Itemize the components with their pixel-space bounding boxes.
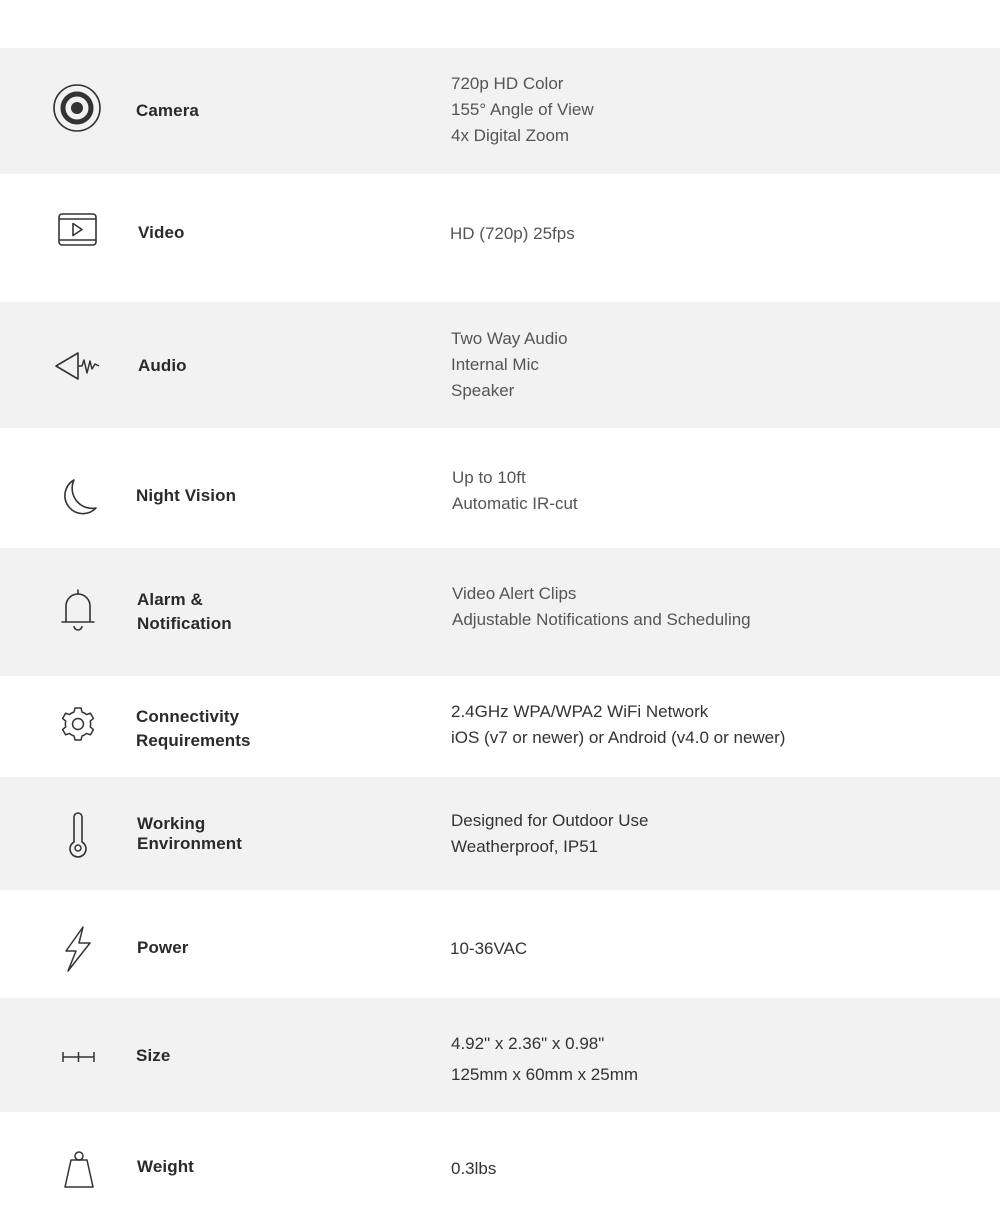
spec-value: iOS (v7 or newer) or Android (v4.0 or newer) <box>451 728 786 747</box>
spec-value: Two Way Audio <box>451 329 568 348</box>
weight-icon <box>52 1148 104 1200</box>
spec-row-size <box>0 998 1000 1112</box>
spec-value: Internal Mic <box>451 355 539 374</box>
camera-lens-icon <box>52 83 104 135</box>
spec-label: Camera <box>136 101 199 120</box>
spec-row-weight <box>0 1112 1000 1228</box>
spec-values <box>452 581 751 633</box>
spec-row-working-environment <box>0 777 1000 890</box>
spec-value: 4x Digital Zoom <box>451 126 570 145</box>
spec-label: Video <box>138 223 185 242</box>
spec-value: Adjustable Notifications and Scheduling <box>452 610 751 629</box>
spec-value: Automatic IR-cut <box>452 494 578 513</box>
spec-label: Working Environment <box>137 814 243 853</box>
spec-value: Up to 10ft <box>452 468 526 487</box>
spec-label: Alarm & Notification <box>137 590 232 633</box>
spec-value: Speaker <box>451 381 515 400</box>
spec-label: Size <box>136 1046 171 1065</box>
spec-value: 0.3lbs <box>451 1159 497 1178</box>
spec-row-video <box>0 174 1000 302</box>
spec-values <box>450 221 575 247</box>
spec-label: Weight <box>137 1157 194 1176</box>
video-play-icon <box>52 205 104 257</box>
spec-values <box>451 808 649 860</box>
spec-values <box>451 1156 496 1182</box>
spec-label: Night Vision <box>136 486 237 505</box>
spec-row-camera <box>0 48 1000 174</box>
spec-value: HD (720p) 25fps <box>450 224 575 243</box>
spec-values <box>450 936 527 962</box>
spec-row-alarm-notification <box>0 548 1000 676</box>
spec-row-night-vision <box>0 428 1000 548</box>
gear-icon <box>52 698 104 750</box>
spec-value: 10-36VAC <box>450 939 528 958</box>
spec-label: Connectivity Requirements <box>136 707 251 750</box>
spec-values <box>451 71 594 149</box>
spec-label: Audio <box>138 356 187 375</box>
spec-value: Designed for Outdoor Use <box>451 811 649 830</box>
spec-label: Power <box>137 938 189 957</box>
spec-value: 2.4GHz WPA/WPA2 WiFi Network <box>451 702 709 721</box>
spec-value: 720p HD Color <box>451 74 564 93</box>
spec-row-power <box>0 890 1000 998</box>
spec-row-connectivity <box>0 676 1000 777</box>
spec-value: 125mm x 60mm x 25mm <box>451 1065 639 1084</box>
spec-row-audio <box>0 302 1000 428</box>
spec-values <box>452 465 578 517</box>
spec-values <box>451 1028 638 1090</box>
spec-value: Weatherproof, IP51 <box>451 837 599 856</box>
speaker-icon <box>52 340 104 392</box>
ruler-icon <box>52 1031 104 1083</box>
spec-value: Video Alert Clips <box>452 584 577 603</box>
spec-values <box>451 326 568 404</box>
spec-value: 4.92" x 2.36" x 0.98" <box>451 1034 605 1053</box>
spec-value: 155° Angle of View <box>451 100 594 119</box>
spec-values <box>451 699 785 751</box>
moon-icon <box>52 472 104 524</box>
bell-icon <box>52 584 104 636</box>
thermometer-icon <box>52 810 104 862</box>
lightning-icon <box>52 924 104 976</box>
